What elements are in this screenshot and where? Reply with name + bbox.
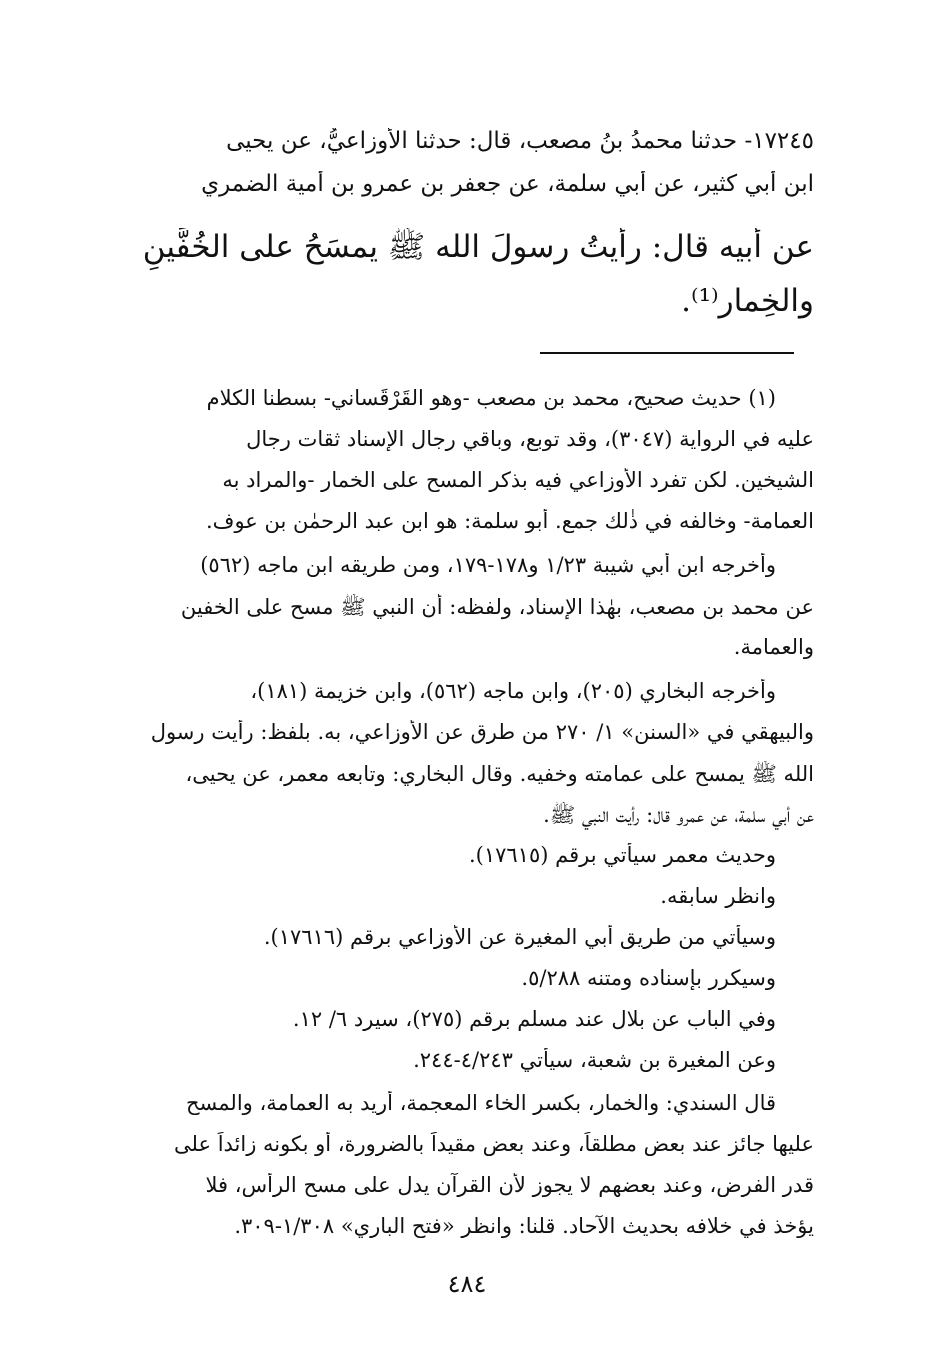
footnote-line-3: الشيخين. لكن تفرد الأوزاعي فيه بذكر المسح على الخمار -والمراد به [222, 468, 814, 492]
footnote-line-8: وأخرجه البخاري (٢٠٥)، وابن ماجه (٥٦٢)، وابن خزيمة (١٨١)، [250, 679, 776, 703]
page-number: ٤٨٤ [447, 1270, 487, 1298]
footnote-line-11: عن أبي سلمة، عن عمرو قال: رأيت النبي ﷺ. [543, 803, 814, 827]
footnote-line-5: وأخرجه ابن أبي شيبة ١/٢٣ و١٧٨-١٧٩، ومن طريقه ابن ماجه (٥٦٢) [200, 553, 776, 577]
footnote-line-19: عليها جائز عند بعضٍ مطلقاً، وعند بعض مقيداً بالضرورة، أو بكونه زائداً على [174, 1132, 814, 1156]
hadith-text-line-2: والخِمار⁽¹⁾. [681, 283, 814, 319]
footnote-line-6: عن محمد بن مصعب، بهٰذا الإسناد، ولفظه: أن النبي ﷺ مسح على الخفين [180, 595, 814, 619]
footnote-separator [540, 352, 794, 354]
footnote-line-18: قال السندي: والخمار، بكسر الخاء المعجمة، أريد به العمامة، والمسح [186, 1091, 776, 1115]
footnote-line-7: والعمامة. [733, 635, 814, 659]
footnote-line-4: العمامة- وخالفه في ذٰلك جمع. أبو سلمة: هو ابن عبد الرحمٰن بن عوف. [206, 509, 814, 533]
main-text-line-1: ١٧٢٤٥- حدثنا محمدُ بنُ مصعب، قال: حدثنا الأوزاعيُّ، عن يحيى [226, 128, 814, 154]
footnote-line-17: وعن المغيرة بن شعبة، سيأتي ٤/٢٤٣-٢٤٤. [413, 1048, 776, 1072]
footnote-line-21: يؤخذ في خلافه بحديث الآحاد. قلنا: وانظر «فتح الباري» ١/٣٠٨-٣٠٩. [234, 1214, 814, 1238]
footnote-line-20: قدر الفرض، وعند بعضهم لا يجوز لأن القرآن يدل على مسح الرأس، فلا [205, 1173, 814, 1197]
footnote-line-2: عليه في الرواية (٣٠٤٧)، وقد توبع، وباقي رجال الإسناد ثقات رجال [246, 427, 814, 451]
footnote-line-10: الله ﷺ يمسح على عمامته وخفيه. وقال البخاري: وتابعه معمر، عن يحيى، [185, 762, 814, 786]
hadith-text-line-1: عن أبيه قال: رأيتُ رسولَ الله ﷺ يمسَحُ على الخُفَّينِ [142, 229, 814, 265]
footnote-line-12: وحديث معمر سيأتي برقم (١٧٦١٥). [468, 843, 776, 867]
footnote-line-16: وفي الباب عن بلال عند مسلم برقم (٢٧٥)، سيرد ٦/ ١٢. [292, 1007, 776, 1031]
footnote-line-15: وسيكرر بإسناده ومتنه ٥/٢٨٨. [521, 966, 776, 990]
footnote-line-9: والبيهقي في «السنن» ١/ ٢٧٠ من طرق عن الأوزاعي، به. بلفظ: رأيت رسول [150, 720, 814, 744]
footnote-line-14: وسيأتي من طريق أبي المغيرة عن الأوزاعي برقم (١٧٦١٦). [263, 925, 776, 949]
footnote-line-1: (١) حديث صحيح، محمد بن مصعب -وهو القَرْقَساني- بسطنا الكلام [206, 386, 776, 410]
main-text-line-2: ابن أبي كثير، عن أبي سلمة، عن جعفر بن عمرو بن أمية الضمري [201, 171, 814, 197]
footnote-line-13: وانظر سابقه. [660, 884, 776, 908]
